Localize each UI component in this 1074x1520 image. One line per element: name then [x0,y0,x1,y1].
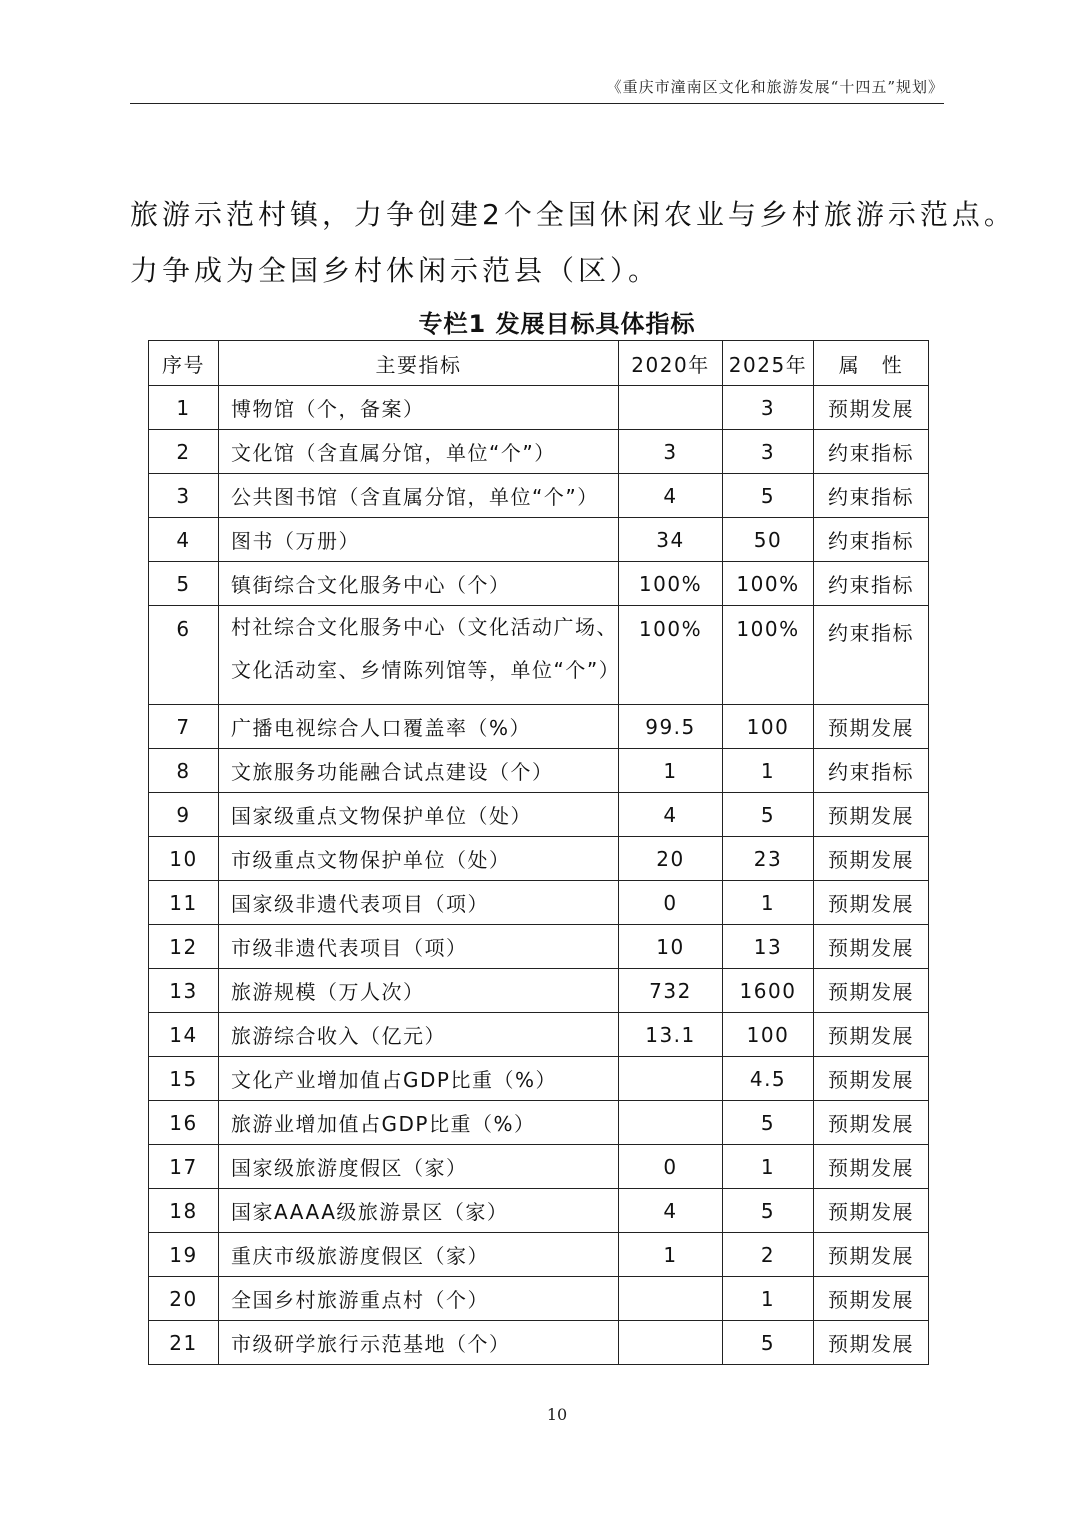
document-header: 《重庆市潼南区文化和旅游发展“十四五”规划》 [606,78,944,96]
cell-name: 旅游综合收入（亿元） [219,1013,619,1057]
cell-2025: 23 [723,837,814,881]
table-row [149,562,929,606]
table-row [149,793,929,837]
cell-2020: 0 [619,1145,723,1189]
cell-no: 4 [149,518,219,562]
cell-name: 文旅服务功能融合试点建设（个） [219,749,619,793]
cell-attribute: 约束指标 [814,474,929,518]
cell-2025: 5 [723,1101,814,1145]
cell-name: 文化产业增加值占GDP比重（%） [219,1057,619,1101]
cell-no: 3 [149,474,219,518]
cell-no: 18 [149,1189,219,1233]
cell-no: 6 [149,606,219,705]
cell-2025: 1 [723,1277,814,1321]
cell-name: 市级研学旅行示范基地（个） [219,1321,619,1365]
table-row [149,1321,929,1365]
cell-no: 19 [149,1233,219,1277]
cell-attribute: 预期发展 [814,1233,929,1277]
table-row [149,749,929,793]
cell-no: 7 [149,705,219,749]
table-row [149,1057,929,1101]
cell-attribute: 预期发展 [814,925,929,969]
cell-name [219,606,619,705]
table-row [149,1145,929,1189]
cell-2020: 20 [619,837,723,881]
cell-2025: 2 [723,1233,814,1277]
cell-no: 5 [149,562,219,606]
table-row [149,386,929,430]
cell-no: 15 [149,1057,219,1101]
cell-no: 9 [149,793,219,837]
cell-name: 图书（万册） [219,518,619,562]
cell-no: 21 [149,1321,219,1365]
header-divider [130,103,944,104]
cell-attribute: 预期发展 [814,1101,929,1145]
table-row [149,606,929,705]
header-2020: 2020年 [619,341,723,386]
cell-2025: 5 [723,1189,814,1233]
cell-attribute: 预期发展 [814,969,929,1013]
cell-2025: 1 [723,881,814,925]
table-header-row [149,341,929,386]
cell-2025: 5 [723,1321,814,1365]
cell-attribute: 预期发展 [814,837,929,881]
table-row [149,969,929,1013]
cell-2020 [619,386,723,430]
cell-2025: 3 [723,430,814,474]
cell-name: 重庆市级旅游度假区（家） [219,1233,619,1277]
cell-2020: 4 [619,793,723,837]
header-name: 主要指标 [219,341,619,386]
cell-2025: 1 [723,1145,814,1189]
cell-no: 1 [149,386,219,430]
cell-attribute: 预期发展 [814,881,929,925]
body-paragraph-line-1: 旅游示范村镇，力争创建2个全国休闲农业与乡村旅游示范点。 [130,198,1016,231]
table-row [149,518,929,562]
table-row [149,837,929,881]
cell-2020: 99.5 [619,705,723,749]
cell-no: 10 [149,837,219,881]
cell-2025: 100 [723,705,814,749]
cell-2020: 100% [619,606,723,705]
cell-name: 文化馆（含直属分馆，单位“个”） [219,430,619,474]
cell-no: 16 [149,1101,219,1145]
cell-name-line-1: 村社综合文化服务中心（文化活动广场、 [231,615,618,639]
table-row [149,881,929,925]
cell-2020: 4 [619,474,723,518]
cell-2020: 1 [619,749,723,793]
cell-attribute: 预期发展 [814,1321,929,1365]
cell-attribute: 预期发展 [814,1013,929,1057]
cell-2020: 13.1 [619,1013,723,1057]
table-row [149,705,929,749]
cell-2020: 10 [619,925,723,969]
cell-name: 国家级非遗代表项目（项） [219,881,619,925]
cell-name: 国家级旅游度假区（家） [219,1145,619,1189]
header-no: 序号 [149,341,219,386]
cell-2020: 34 [619,518,723,562]
cell-no: 8 [149,749,219,793]
cell-name: 市级重点文物保护单位（处） [219,837,619,881]
cell-2020: 4 [619,1189,723,1233]
cell-2025: 5 [723,793,814,837]
cell-2020 [619,1101,723,1145]
cell-attribute: 预期发展 [814,705,929,749]
cell-2020: 732 [619,969,723,1013]
cell-no: 14 [149,1013,219,1057]
table-row [149,1233,929,1277]
table-row [149,1189,929,1233]
cell-attribute: 预期发展 [814,1189,929,1233]
table-row [149,474,929,518]
cell-2020 [619,1321,723,1365]
header-attribute: 属 性 [814,341,929,386]
cell-no: 20 [149,1277,219,1321]
cell-attribute: 约束指标 [814,562,929,606]
page-number: 10 [546,1405,568,1424]
header-2025: 2025年 [723,341,814,386]
body-paragraph-line-2: 力争成为全国乡村休闲示范县（区）。 [130,254,661,287]
cell-name: 旅游业增加值占GDP比重（%） [219,1101,619,1145]
cell-2020: 1 [619,1233,723,1277]
cell-2025: 13 [723,925,814,969]
cell-name: 市级非遗代表项目（项） [219,925,619,969]
cell-name: 国家AAAA级旅游景区（家） [219,1189,619,1233]
cell-name: 广播电视综合人口覆盖率（%） [219,705,619,749]
indicators-table [148,340,929,1365]
cell-no: 2 [149,430,219,474]
cell-no: 12 [149,925,219,969]
cell-attribute: 预期发展 [814,1277,929,1321]
table-row [149,1013,929,1057]
cell-2025: 5 [723,474,814,518]
cell-2025: 1600 [723,969,814,1013]
table-row [149,1277,929,1321]
cell-2025: 1 [723,749,814,793]
cell-attribute: 约束指标 [814,430,929,474]
cell-attribute: 预期发展 [814,1145,929,1189]
cell-2020: 0 [619,881,723,925]
cell-name: 全国乡村旅游重点村（个） [219,1277,619,1321]
cell-no: 17 [149,1145,219,1189]
cell-name: 国家级重点文物保护单位（处） [219,793,619,837]
cell-2020 [619,1277,723,1321]
cell-2020 [619,1057,723,1101]
cell-2025: 50 [723,518,814,562]
cell-name: 公共图书馆（含直属分馆，单位“个”） [219,474,619,518]
cell-attribute: 约束指标 [814,749,929,793]
cell-attribute: 预期发展 [814,793,929,837]
cell-no: 11 [149,881,219,925]
cell-2025: 100% [723,606,814,705]
cell-2020: 100% [619,562,723,606]
cell-no: 13 [149,969,219,1013]
cell-attribute: 预期发展 [814,386,929,430]
cell-name-line-2: 文化活动室、乡情陈列馆等，单位“个”） [231,658,621,682]
cell-attribute: 约束指标 [814,518,929,562]
table-row [149,430,929,474]
cell-name: 博物馆（个，备案） [219,386,619,430]
cell-2025: 4.5 [723,1057,814,1101]
table-title: 专栏1 发展目标具体指标 [418,310,696,338]
cell-attribute: 预期发展 [814,1057,929,1101]
cell-2025: 100% [723,562,814,606]
cell-2020: 3 [619,430,723,474]
cell-2025: 3 [723,386,814,430]
table-row [149,925,929,969]
table-row [149,1101,929,1145]
cell-name: 镇街综合文化服务中心（个） [219,562,619,606]
cell-name: 旅游规模（万人次） [219,969,619,1013]
cell-attribute: 约束指标 [814,606,929,705]
cell-2025: 100 [723,1013,814,1057]
